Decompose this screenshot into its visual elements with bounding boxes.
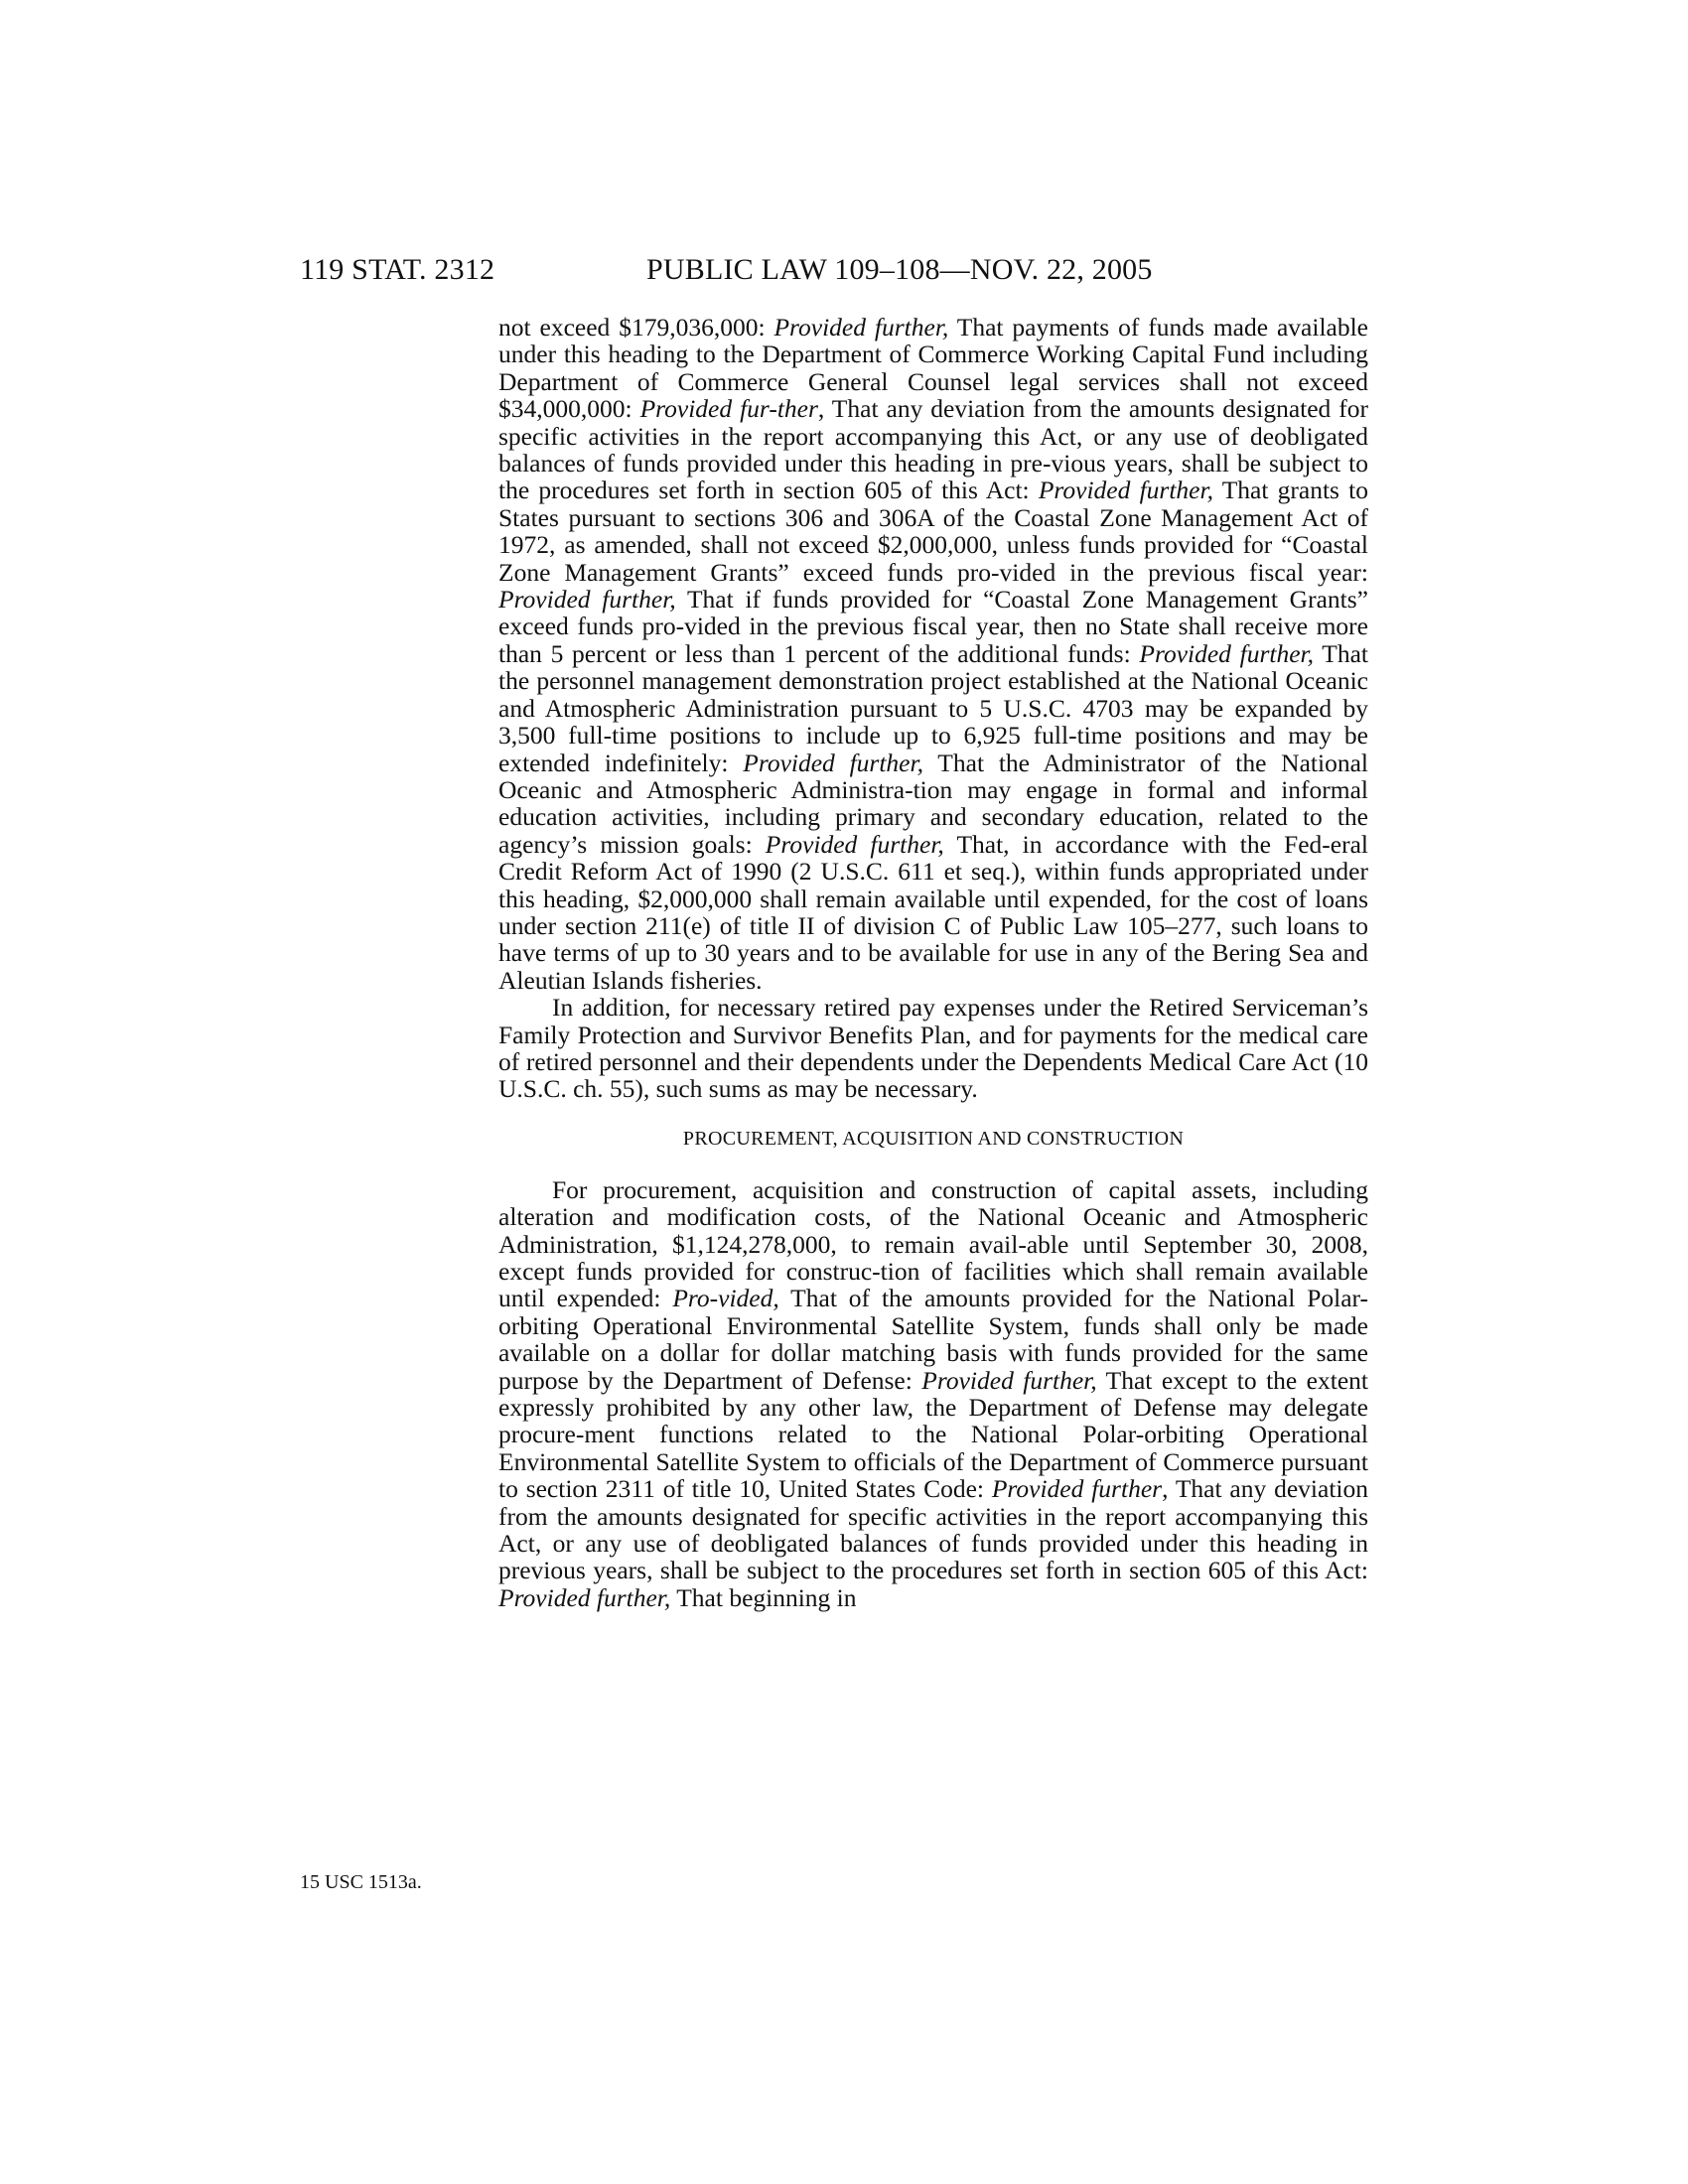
running-header	[0, 250, 1688, 290]
paragraph-retired-pay: In addition, for necessary retired pay expenses under the Retired Serviceman’s Family Protection and Survivor Benefits Plan, and for payments for the medical care of retired personnel and their dependents under the Dependents Medical Care Act (10 U.S.C. ch. 55), such sums as may be necessary.	[498, 993, 1368, 1104]
public-law-title: PUBLIC LAW 109–108—NOV. 22, 2005	[646, 253, 1153, 286]
usc-margin-note: 15 USC 1513a.	[300, 1871, 422, 1893]
body-text-column	[498, 314, 1368, 1611]
paragraph-continued-appropriation: not exceed $179,036,000: Provided further, That payments of funds made available under this heading to the Department of Commerce Working Capital Fund including Department of Commerce General Counsel legal services shall not exceed $34,000,000: Provided fur-ther, That any deviation from the amounts designated for specific activities in the report accompanying this Act, or any use of deobligated balances of funds provided under this heading in pre-vious years, shall be subject to the procedures set forth in section 605 of this Act: Provided further, That grants to States pursuant to sections 306 and 306A of the Coastal Zone Management Act of 1972, as amended, shall not exceed $2,000,000, unless funds provided for “Coastal Zone Management Grants” exceed funds pro-vided in the previous fiscal year: Provided further, That if funds provided for “Coastal Zone Management Grants” exceed funds pro-vided in the previous fiscal year, then no State shall receive more than 5 percent or less than 1 percent of the additional funds: Provided further, That the personnel management demonstration project established at the National Oceanic and Atmospheric Administration pursuant to 5 U.S.C. 4703 may be expanded by 3,500 full-time positions to include up to 6,925 full-time positions and may be extended indefinitely: Provided further, That the Administrator of the National Oceanic and Atmospheric Administra-tion may engage in formal and informal education activities, including primary and secondary education, related to the agency’s mission goals: Provided further, That, in accordance with the Fed-eral Credit Reform Act of 1990 (2 U.S.C. 611 et seq.), within funds appropriated under this heading, $2,000,000 shall remain available until expended, for the cost of loans under section 211(e) of title II of division C of Public Law 105–277, such loans to have terms of up to 30 years and to be available for use in any of the Bering Sea and Aleutian Islands fisheries.	[498, 313, 1369, 995]
section-heading: PROCUREMENT, ACQUISITION AND CONSTRUCTION	[682, 1127, 1185, 1150]
stat-reference: 119 STAT. 2312	[300, 253, 495, 286]
paragraph-procurement: For procurement, acquisition and construction of capital assets, including alteration and modification costs, of the National Oceanic and Atmospheric Administration, $1,124,278,000, to remain avail-able until September 30, 2008, except funds provided for construc-tion of facilities which shall remain available until expended: Pro-vided, That of the amounts provided for the National Polar-orbiting Operational Environmental Satellite System, funds shall only be made available on a dollar for dollar matching basis with funds provided for the same purpose by the Department of Defense: Provided further, That except to the extent expressly prohibited by any other law, the Department of Defense may delegate procure-ment functions related to the National Polar-orbiting Operational Environmental Satellite System to officials of the Department of Commerce pursuant to section 2311 of title 10, United States Code: Provided further, That any deviation from the amounts designated for specific activities in the report accompanying this Act, or any use of deobligated balances of funds provided under this heading in previous years, shall be subject to the procedures set forth in section 605 of this Act: Provided further, That beginning in	[498, 1174, 1369, 1612]
